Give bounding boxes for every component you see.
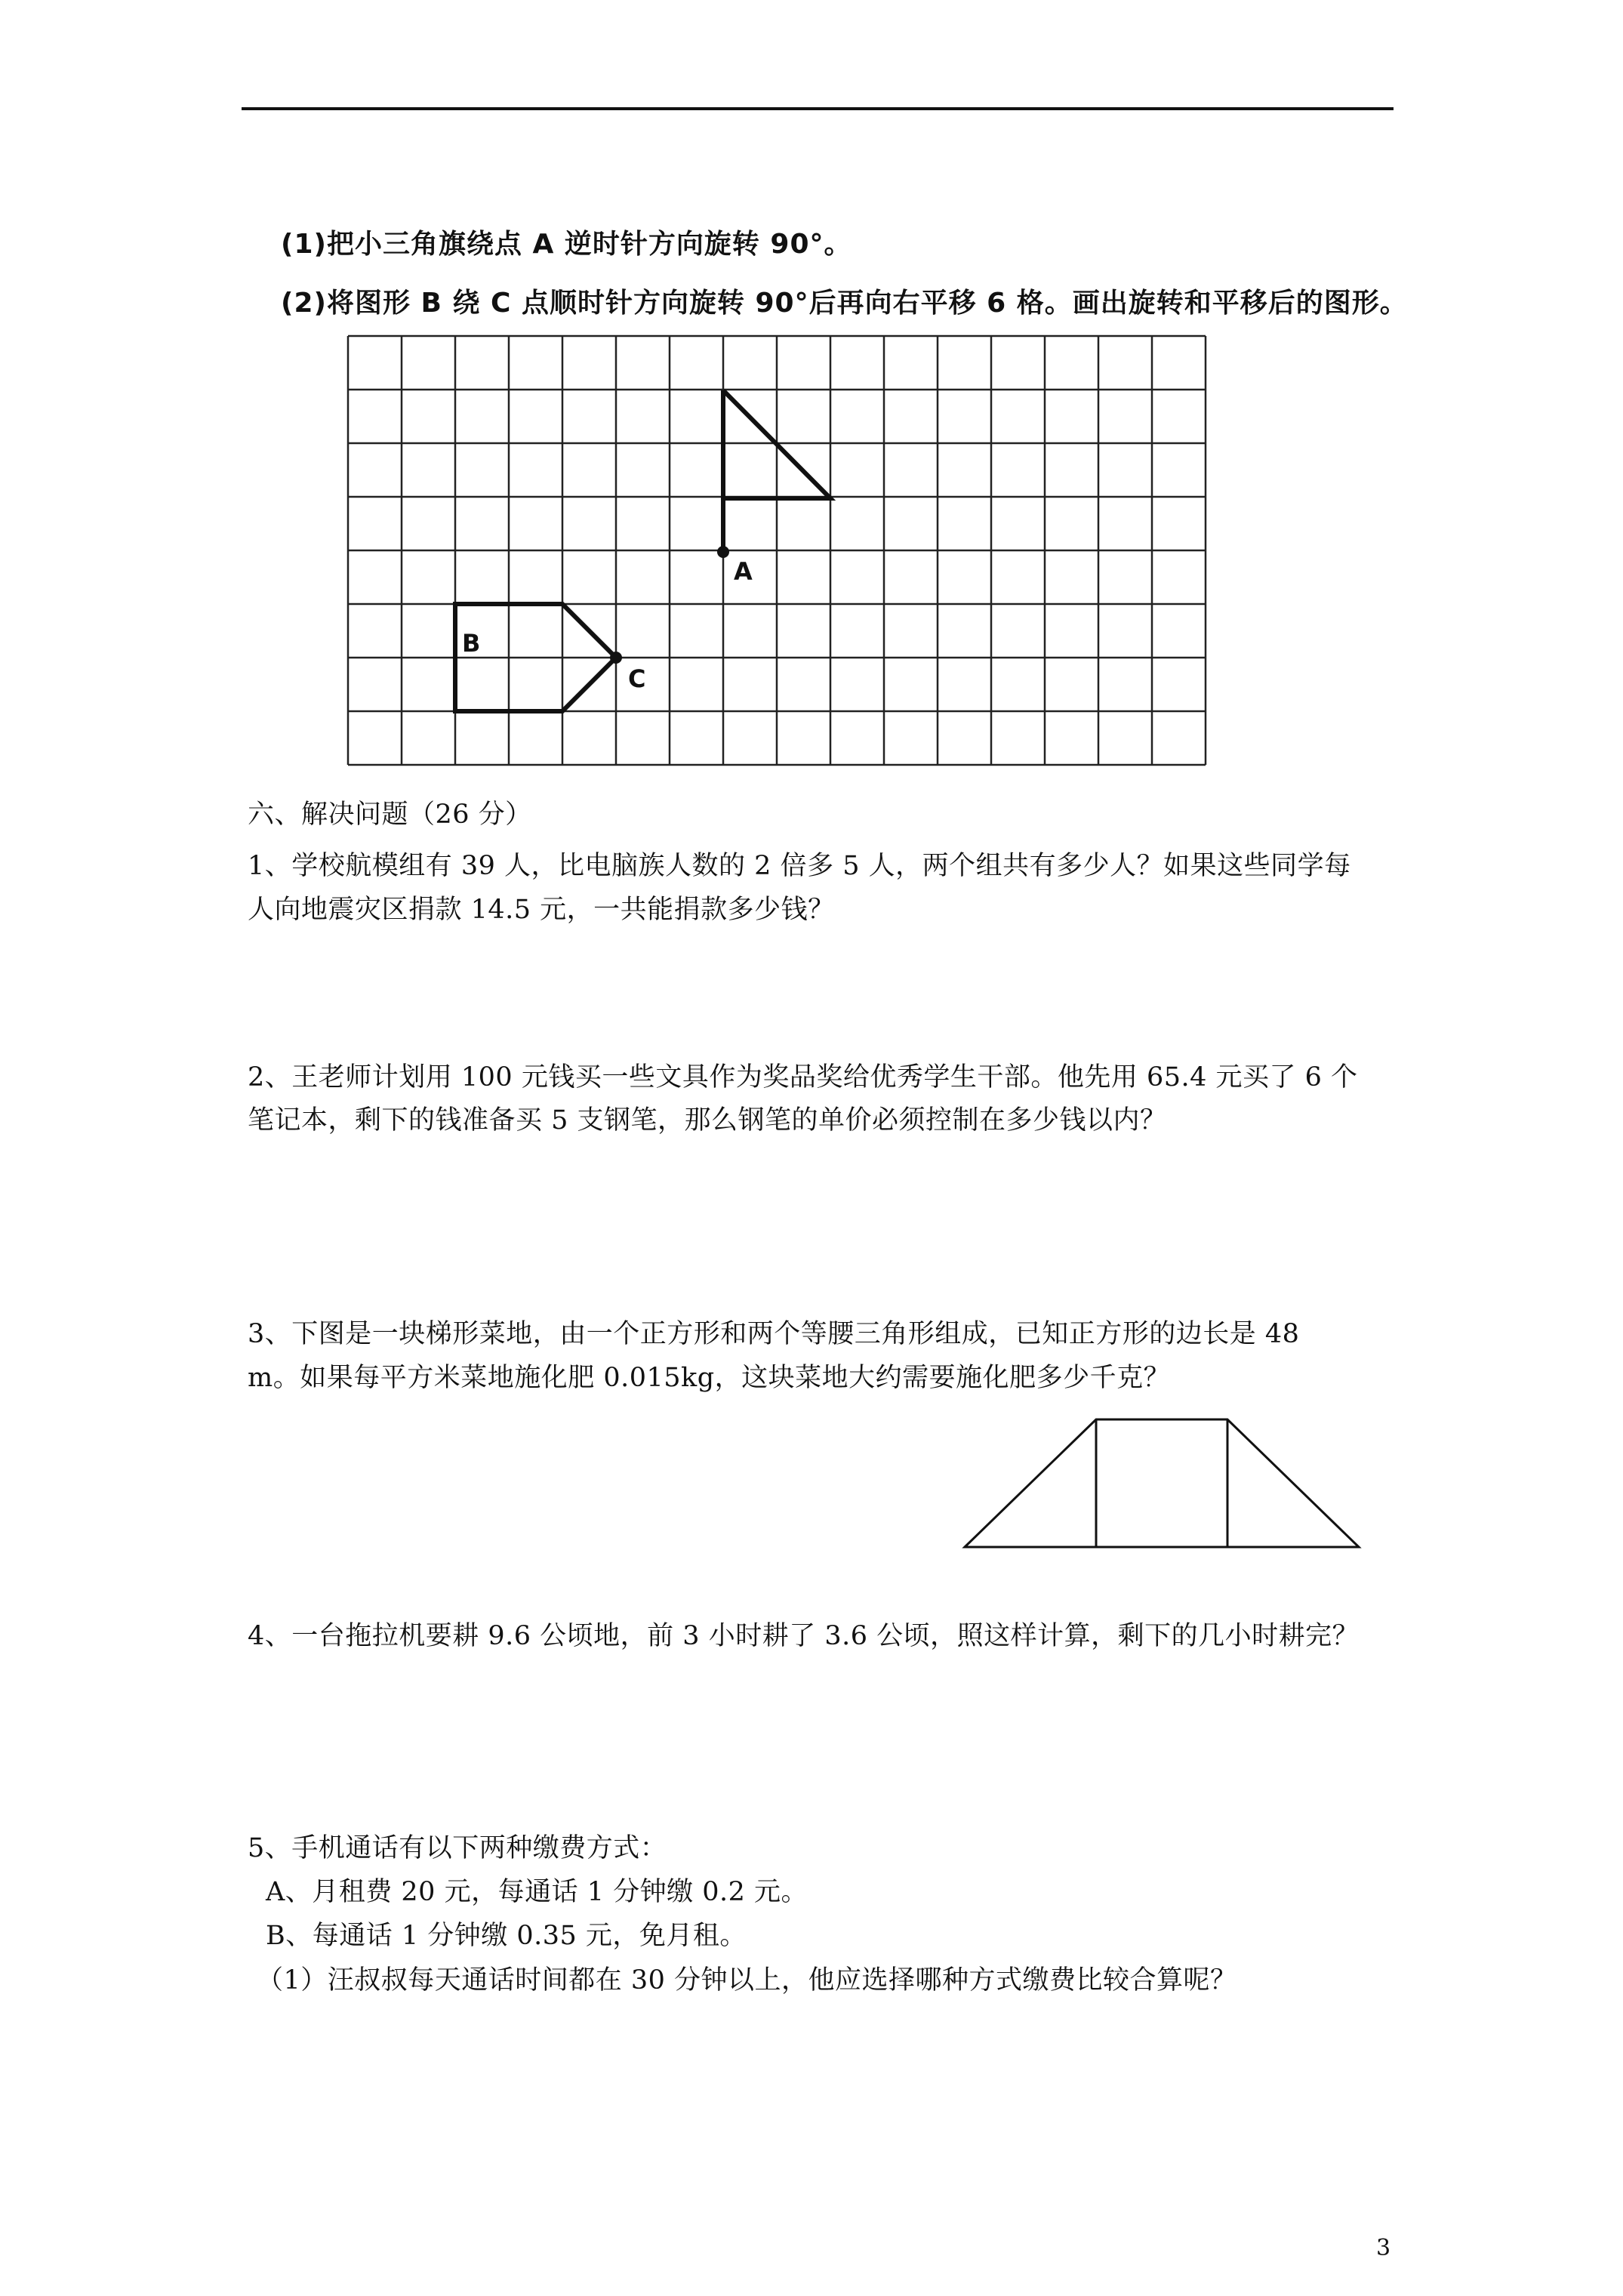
instruction-2: (2)将图形 B 绕 C 点顺时针方向旋转 90°后再向右平移 6 格。画出旋转和平移后的图形。 <box>281 288 1408 319</box>
label-a: A <box>734 557 753 586</box>
problem-2-line-2: 笔记本，剩下的钱准备买 5 支钢笔，那么钢笔的单价必须控制在多少钱以内？ <box>248 1105 1167 1136</box>
instruction-1: (1)把小三角旗绕点 A 逆时针方向旋转 90°。 <box>281 229 852 260</box>
problem-1-line-1: 1、学校航模组有 39 人，比电脑族人数的 2 倍多 5 人，两个组共有多少人？如果这些同学每 <box>248 851 1351 881</box>
problem-5-option-b: B、每通话 1 分钟缴 0.35 元，免月租。 <box>266 1921 747 1951</box>
page-number: 3 <box>1376 2235 1391 2261</box>
problem-5-option-a: A、月租费 20 元，每通话 1 分钟缴 0.2 元。 <box>266 1877 808 1907</box>
problem-3-line-2: m。如果每平方米菜地施化肥 0.015kg，这块菜地大约需要施化肥多少千克？ <box>248 1363 1171 1393</box>
section-title: 六、解决问题（26 分） <box>248 800 532 830</box>
problem-5-line-1: 5、手机通话有以下两种缴费方式： <box>248 1833 667 1863</box>
trapezoid-outline <box>965 1419 1359 1547</box>
problem-2-line-1: 2、王老师计划用 100 元钱买一些文具作为奖品奖给优秀学生干部。他先用 65.4 元买了 6 个 <box>248 1062 1358 1093</box>
problem-5-question-1: （1）汪叔叔每天通话时间都在 30 分钟以上，他应选择哪种方式缴费比较合算呢？ <box>257 1965 1237 1996</box>
problem-1-line-2: 人向地震灾区捐款 14.5 元，一共能捐款多少钱？ <box>248 895 835 925</box>
label-c: C <box>628 664 646 693</box>
problem-4-line-1: 4、一台拖拉机要耕 9.6 公顷地，前 3 小时耕了 3.6 公顷，照这样计算，剩下的几小时耕完？ <box>248 1621 1360 1651</box>
label-b: B <box>462 629 481 658</box>
problem-3-line-1: 3、下图是一块梯形菜地，由一个正方形和两个等腰三角形组成，已知正方形的边长是 48 <box>248 1319 1300 1349</box>
